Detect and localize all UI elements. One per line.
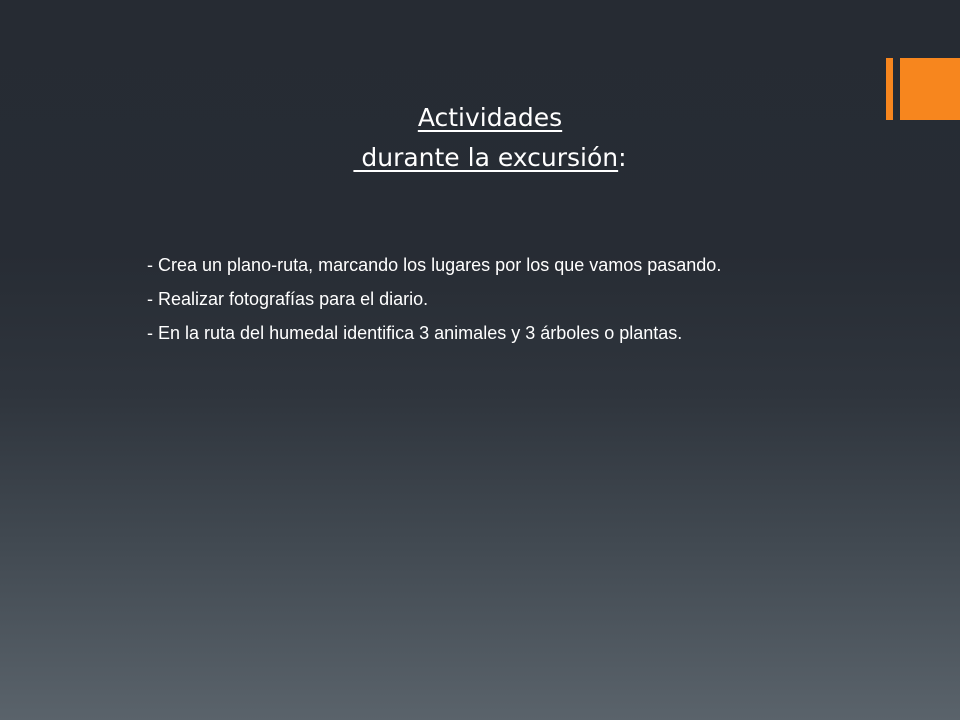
title-line-2-text: durante la excursión [353, 143, 619, 172]
slide-body [147, 252, 837, 354]
title-line-2-colon: : [618, 143, 627, 172]
accent-bar-decoration [886, 58, 893, 120]
bullet-item: - Crea un plano-ruta, marcando los lugares por los que vamos pasando. [147, 255, 722, 275]
bullet-item: - Realizar fotografías para el diario. [147, 289, 429, 309]
accent-block-decoration [900, 58, 960, 120]
title-line-1: Actividades [417, 103, 563, 132]
title-line-2 [150, 138, 830, 178]
slide-title [150, 98, 830, 178]
bullet-item: - En la ruta del humedal identifica 3 animales y 3 árboles o plantas. [147, 323, 683, 343]
